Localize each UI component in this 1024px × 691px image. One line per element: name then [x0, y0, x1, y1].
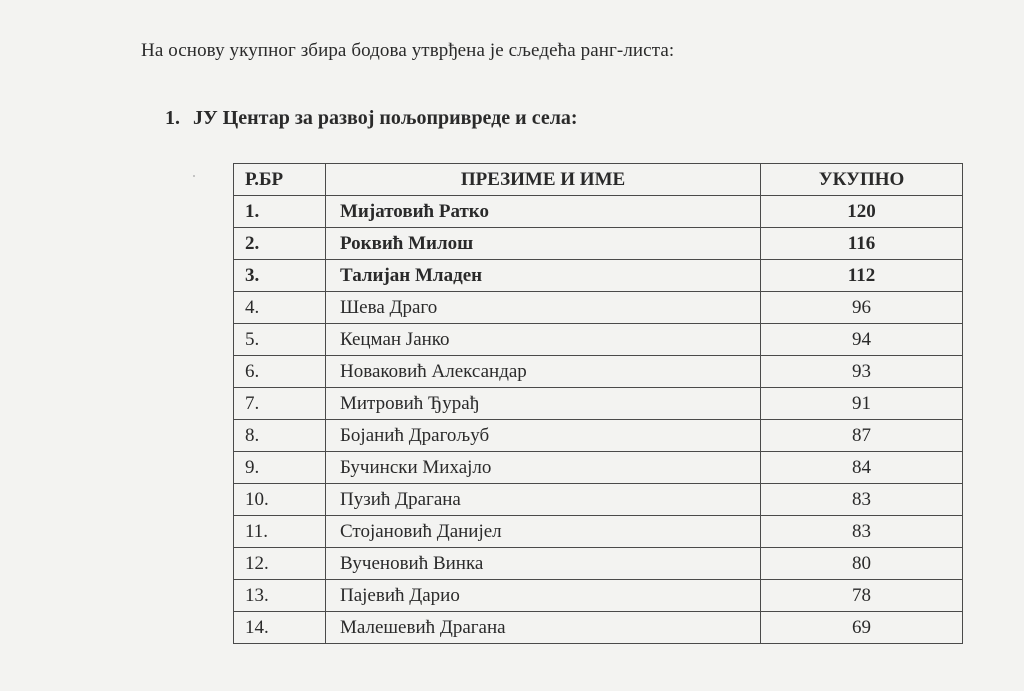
table-row: [234, 548, 963, 580]
total-cell: 78: [761, 580, 963, 612]
table-row: [234, 196, 963, 228]
table-header-row: [234, 164, 963, 196]
table-row: [234, 452, 963, 484]
full-name-cell: Роквић Милош: [326, 228, 761, 260]
full-name-cell: Кецман Јанко: [326, 324, 761, 356]
total-cell: 91: [761, 388, 963, 420]
total-cell: 93: [761, 356, 963, 388]
rank-number-cell: 1.: [234, 196, 326, 228]
table-row: [234, 516, 963, 548]
header-rank-number: Р.БР: [234, 164, 326, 196]
table-row: [234, 292, 963, 324]
table-row: [234, 356, 963, 388]
full-name-cell: Вученовић Винка: [326, 548, 761, 580]
rank-number-cell: 8.: [234, 420, 326, 452]
full-name-cell: Малешевић Драгана: [326, 612, 761, 644]
rank-number-cell: 5.: [234, 324, 326, 356]
rank-number-cell: 12.: [234, 548, 326, 580]
total-cell: 96: [761, 292, 963, 324]
header-total: УКУПНО: [761, 164, 963, 196]
total-cell: 87: [761, 420, 963, 452]
section-number: 1.: [165, 107, 180, 129]
rank-number-cell: 2.: [234, 228, 326, 260]
full-name-cell: Митровић Ђурађ: [326, 388, 761, 420]
total-cell: 69: [761, 612, 963, 644]
rank-number-cell: 7.: [234, 388, 326, 420]
full-name-cell: Шева Драго: [326, 292, 761, 324]
table-row: [234, 260, 963, 292]
full-name-cell: Мијатовић Ратко: [326, 196, 761, 228]
total-cell: 83: [761, 516, 963, 548]
rank-number-cell: 9.: [234, 452, 326, 484]
table-row: [234, 484, 963, 516]
total-cell: 94: [761, 324, 963, 356]
full-name-cell: Пузић Драгана: [326, 484, 761, 516]
total-cell: 120: [761, 196, 963, 228]
rank-number-cell: 4.: [234, 292, 326, 324]
rank-number-cell: 11.: [234, 516, 326, 548]
full-name-cell: Бучински Михајло: [326, 452, 761, 484]
section-title: ЈУ Центар за развој пољопривреде и села:: [193, 107, 578, 129]
total-cell: 80: [761, 548, 963, 580]
total-cell: 83: [761, 484, 963, 516]
total-cell: 116: [761, 228, 963, 260]
table-row: [234, 612, 963, 644]
full-name-cell: Пајевић Дарио: [326, 580, 761, 612]
rank-number-cell: 6.: [234, 356, 326, 388]
table-row: [234, 420, 963, 452]
rank-number-cell: 13.: [234, 580, 326, 612]
table-row: [234, 324, 963, 356]
full-name-cell: Бојанић Драгољуб: [326, 420, 761, 452]
intro-paragraph: На основу укупног збира бодова утврђена је сљедећа ранг-листа:: [141, 40, 675, 61]
full-name-cell: Новаковић Александар: [326, 356, 761, 388]
rank-number-cell: 10.: [234, 484, 326, 516]
header-full-name: ПРЕЗИМЕ И ИМЕ: [326, 164, 761, 196]
section-heading: [165, 107, 578, 130]
rank-list-table: [233, 163, 963, 644]
full-name-cell: Талијан Младен: [326, 260, 761, 292]
table-row: [234, 228, 963, 260]
total-cell: 84: [761, 452, 963, 484]
rank-number-cell: 14.: [234, 612, 326, 644]
total-cell: 112: [761, 260, 963, 292]
table-row: [234, 580, 963, 612]
rank-number-cell: 3.: [234, 260, 326, 292]
full-name-cell: Стојановић Данијел: [326, 516, 761, 548]
table-row: [234, 388, 963, 420]
scan-speck: [193, 175, 195, 177]
